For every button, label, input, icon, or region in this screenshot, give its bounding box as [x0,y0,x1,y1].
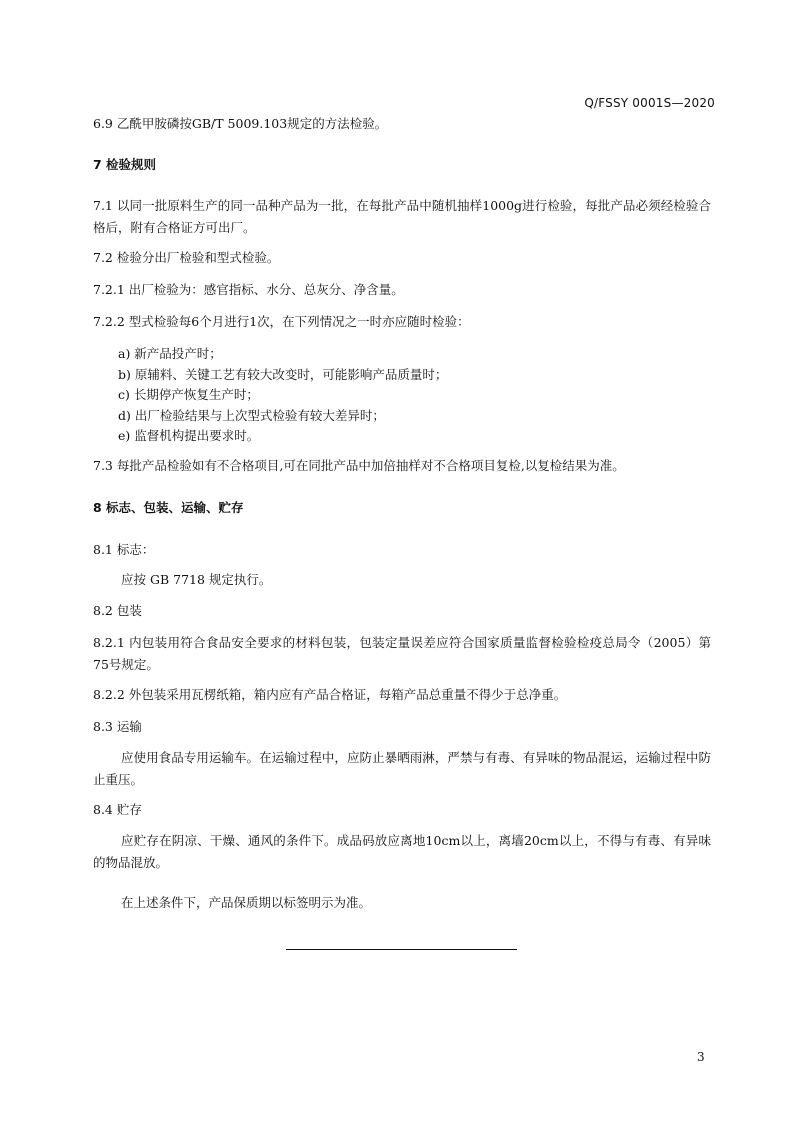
end-divider [286,949,517,950]
clause-7-2-2: 7.2.2 型式检验每6个月进行1次，在下列情况之一时亦应随时检验： [93,314,470,329]
clause-8-2-2: 8.2.2 外包装采用瓦楞纸箱，箱内应有产品合格证，每箱产品总重量不得少于总净重。 [93,687,567,702]
list-item-e: e) 监督机构提出要求时。 [118,428,260,443]
clause-8-3: 8.3 运输 [93,719,142,734]
clause-7-3: 7.3 每批产品检验如有不合格项目,可在同批产品中加倍抽样对不合格项目复检,以复检结果为准。 [93,458,625,473]
clause-8-1-body: 应按 GB 7718 规定执行。 [121,572,272,587]
list-item-d: d) 出厂检验结果与上次型式检验有较大差异时； [118,408,385,423]
clause-7-1: 7.1 以同一批原料生产的同一品种产品为一批，在每批产品中随机抽样1000g进行检验，每批产品必须经检验合格后，附有合格证方可出厂。 [93,198,711,235]
document-code: Q/FSSY 0001S—2020 [584,96,715,110]
closing-statement: 在上述条件下，产品保质期以标签明示为准。 [121,895,372,910]
clause-7-2: 7.2 检验分出厂检验和型式检验。 [93,250,280,265]
section-heading-7: 7 检验规则 [93,157,157,172]
page-number: 3 [697,1050,705,1064]
clause-8-3-body: 应使用食品专用运输车。在运输过程中，应防止暴晒雨淋，严禁与有毒、有异味的物品混运，运输过程中防止重压。 [93,750,711,787]
clause-6-9: 6.9 乙酰甲胺磷按GB/T 5009.103规定的方法检验。 [93,116,388,131]
list-item-b: b) 原辅料、关键工艺有较大改变时，可能影响产品质量时； [118,367,448,382]
clause-8-2-1: 8.2.1 内包装用符合食品安全要求的材料包装，包装定量误差应符合国家质量监督检验检疫总局令（2005）第75号规定。 [93,635,711,672]
list-item-a: a) 新产品投产时； [118,346,222,361]
clause-8-4-body: 应贮存在阴凉、干燥、通风的条件下。成品码放应离地10cm以上，离墙20cm以上，不得与有毒、有异味的物品混放。 [93,833,711,870]
list-item-c: c) 长期停产恢复生产时； [118,387,259,402]
clause-8-2: 8.2 包装 [93,603,142,618]
clause-8-1: 8.1 标志： [93,542,155,557]
clause-8-4: 8.4 贮存 [93,802,142,817]
section-heading-8: 8 标志、包装、运输、贮存 [93,500,244,515]
clause-7-2-1: 7.2.1 出厂检验为：感官指标、水分、总灰分、净含量。 [93,282,404,297]
